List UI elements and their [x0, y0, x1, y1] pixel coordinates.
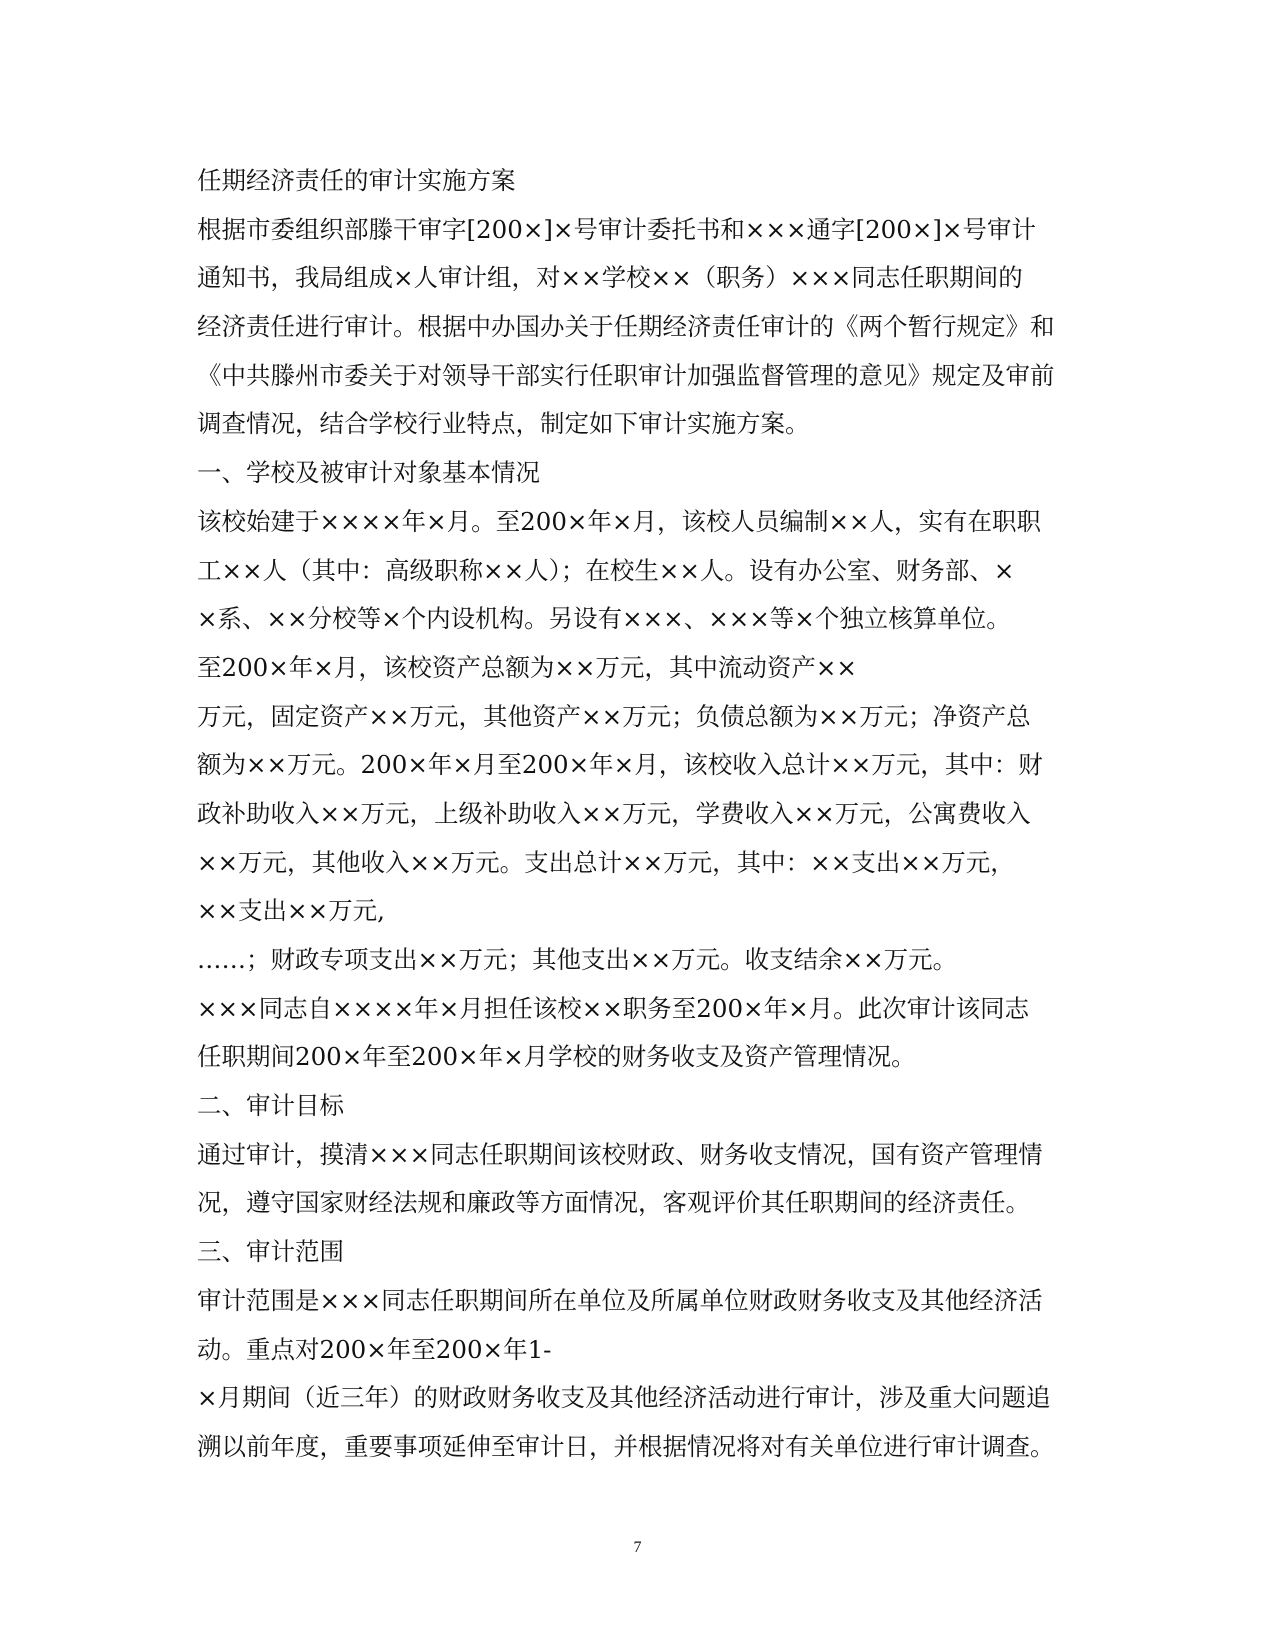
text-line: 该校始建于××××年×月。至200×年×月，该校人员编制××人，实有在职职 — [197, 506, 1042, 536]
document-title: 任期经济责任的审计实施方案 — [197, 166, 516, 195]
text-line: ×月期间（近三年）的财政财务收支及其他经济活动进行审计，涉及重大问题追 — [197, 1383, 1051, 1413]
text-line: 额为××万元。200×年×月至200×年×月，该校收入总计××万元，其中：财 — [197, 750, 1043, 780]
text-line: 《中共滕州市委关于对领导干部实行任职审计加强监督管理的意见》规定及审前 — [197, 360, 1055, 390]
text-line: 调查情况，结合学校行业特点，制定如下审计实施方案。 — [197, 409, 810, 439]
text-line: ×××同志自××××年×月担任该校××职务至200×年×月。此次审计该同志 — [197, 993, 1030, 1023]
section-heading-1: 一、学校及被审计对象基本情况 — [197, 458, 540, 488]
text-line: 工××人（其中：高级职称××人）；在校生××人。设有办公室、财务部、× — [197, 555, 1015, 585]
text-line: 动。重点对200×年至200×年1- — [197, 1334, 552, 1364]
text-line: 溯以前年度，重要事项延伸至审计日，并根据情况将对有关单位进行审计调查。 — [197, 1431, 1055, 1461]
text-line: ××万元，其他收入××万元。支出总计××万元，其中：××支出××万元， — [197, 847, 1015, 877]
text-line: 至200×年×月，该校资产总额为××万元，其中流动资产×× — [197, 652, 857, 682]
text-line: 根据市委组织部滕干审字[200×]×号审计委托书和×××通字[200×]×号审计 — [197, 214, 1036, 244]
section-heading-2: 二、审计目标 — [197, 1091, 344, 1121]
text-line: ×系、××分校等×个内设机构。另设有×××、×××等×个独立核算单位。 — [197, 604, 1011, 634]
section-heading-3: 三、审计范围 — [197, 1237, 344, 1267]
text-line: ……；财政专项支出××万元；其他支出××万元。收支结余××万元。 — [197, 945, 958, 974]
text-line: 况，遵守国家财经法规和廉政等方面情况，客观评价其任职期间的经济责任。 — [197, 1188, 1030, 1218]
document-body — [197, 157, 1097, 1472]
text-line: 任职期间200×年至200×年×月学校的财务收支及资产管理情况。 — [197, 1042, 916, 1072]
text-line: 经济责任进行审计。根据中办国办关于任期经济责任审计的《两个暂行规定》和 — [197, 312, 1055, 342]
text-line: ××支出××万元, — [197, 896, 385, 926]
text-line: 通知书，我局组成×人审计组，对××学校××（职务）×××同志任职期间的 — [197, 263, 1023, 293]
page-number: 7 — [633, 1539, 642, 1556]
text-line: 政补助收入××万元，上级补助收入××万元，学费收入××万元，公寓费收入 — [197, 798, 1031, 828]
text-line: 审计范围是×××同志任职期间所在单位及所属单位财政财务收支及其他经济活 — [197, 1285, 1043, 1315]
text-line: 通过审计，摸清×××同志任职期间该校财政、财务收支情况，国有资产管理情 — [197, 1139, 1043, 1169]
text-line: 万元，固定资产××万元，其他资产××万元；负债总额为××万元；净资产总 — [197, 701, 1031, 731]
